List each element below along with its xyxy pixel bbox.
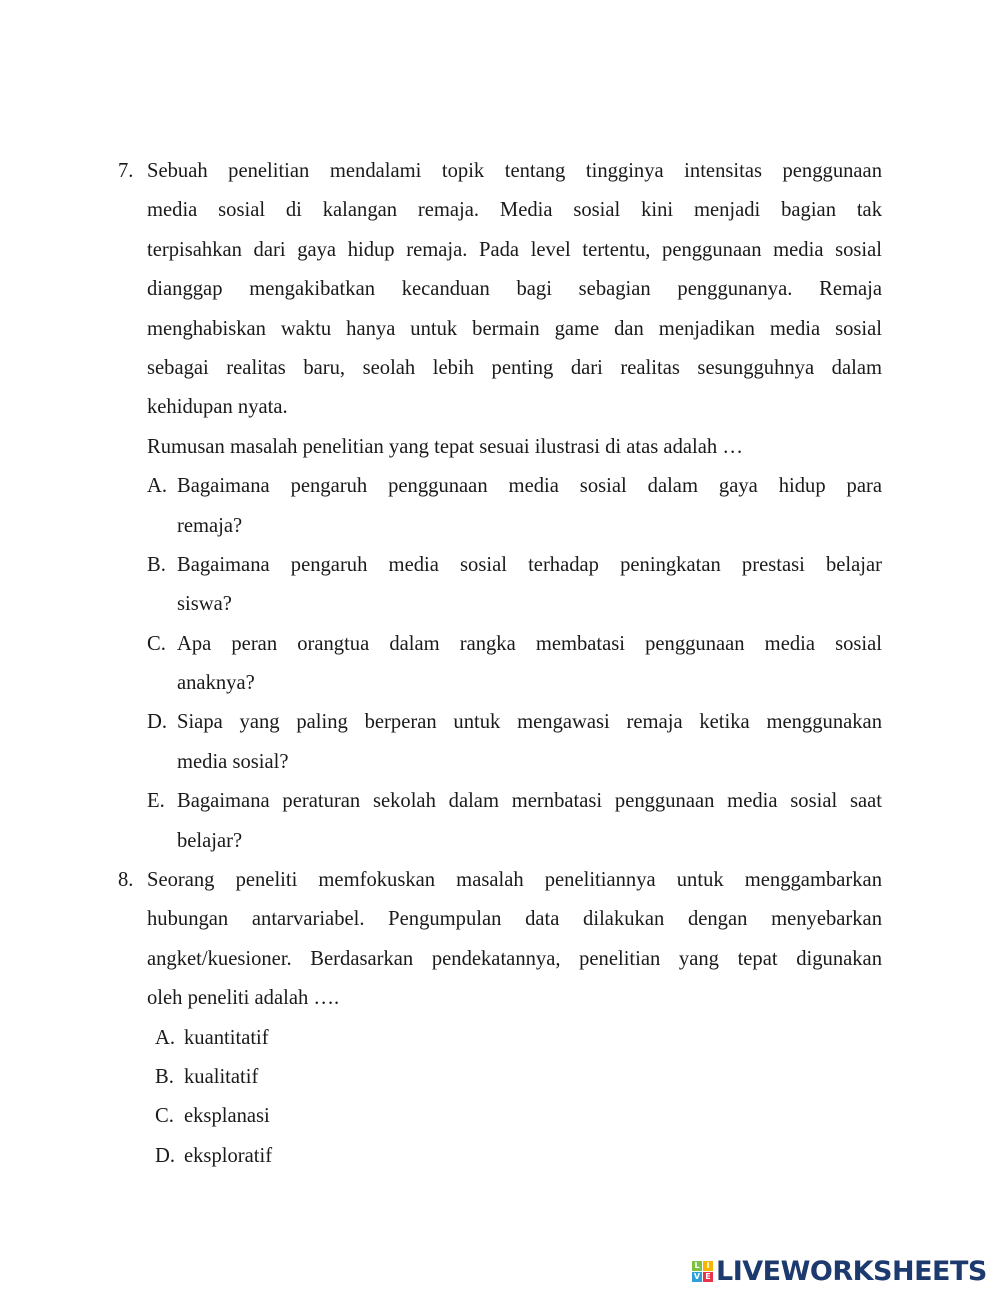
question-text: menghabiskan waktu hanya untuk bermain game dan menjadikan media sosial (147, 317, 882, 340)
option-line (0, 546, 1000, 585)
question-line (0, 861, 1000, 900)
option-letter: D. (155, 1144, 176, 1167)
logo-tile: V (693, 1272, 701, 1281)
option-text: Bagaimana peraturan sekolah dalam mernbatasi penggunaan media sosial saat (177, 790, 882, 813)
question-text: angket/kuesioner. Berdasarkan pendekatannya, penelitian yang tepat digunakan (147, 947, 882, 970)
question-text: Seorang peneliti memfokuskan masalah penelitiannya untuk menggambarkan (147, 869, 882, 892)
question-number: 8. (118, 869, 134, 892)
liveworksheets-logo (692, 1256, 987, 1287)
option-text: eksplanasi (184, 1105, 270, 1128)
answer-option-b (0, 1058, 1000, 1097)
option-line (0, 1019, 1000, 1058)
question-number: 7. (118, 160, 134, 182)
option-text: eksploratif (184, 1144, 273, 1167)
option-text: kuantitatif (184, 1026, 269, 1049)
question-text: oleh peneliti adalah …. (147, 987, 340, 1010)
question-text: Rumusan masalah penelitian yang tepat sesuai ilustrasi di atas adalah … (147, 435, 743, 458)
option-line (0, 664, 1000, 703)
question-line (0, 270, 1000, 309)
option-text: remaja? (177, 514, 243, 537)
option-letter: C. (147, 632, 166, 655)
question-line (0, 231, 1000, 270)
question-text: Sebuah penelitian mendalami topik tentang tingginya intensitas penggunaan (147, 160, 882, 182)
answer-option-e (0, 782, 1000, 861)
logo-tile: E (703, 1272, 713, 1282)
question-text: media sosial di kalangan remaja. Media sosial kini menjadi bagian tak (147, 199, 882, 222)
question-line (0, 310, 1000, 349)
question-7 (0, 152, 1000, 861)
option-letter: C. (155, 1105, 174, 1128)
option-text: Apa peran orangtua dalam rangka membatasi penggunaan media sosial (177, 632, 882, 655)
option-line (0, 1097, 1000, 1136)
question-text: hubungan antarvariabel. Pengumpulan data dilakukan dengan menyebarkan (147, 908, 882, 931)
question-text: sebagai realitas baru, seolah lebih penting dari realitas sesungguhnya dalam (147, 356, 882, 379)
logo-tile: L (692, 1261, 702, 1271)
question-line (0, 349, 1000, 388)
option-line (0, 467, 1000, 506)
option-text: anaknya? (177, 672, 255, 695)
answer-option-d (0, 703, 1000, 782)
answer-option-c (0, 1097, 1000, 1136)
option-text: media sosial? (177, 750, 289, 773)
option-line (0, 743, 1000, 782)
option-text: belajar? (177, 829, 243, 852)
option-line (0, 1137, 1000, 1176)
answer-option-a (0, 1019, 1000, 1058)
option-letter: B. (155, 1065, 174, 1088)
option-line (0, 625, 1000, 664)
question-line (0, 900, 1000, 939)
option-line (0, 703, 1000, 742)
option-text: kualitatif (184, 1065, 259, 1088)
answer-option-c (0, 625, 1000, 704)
question-line (0, 940, 1000, 979)
option-letter: B. (147, 553, 166, 576)
option-letter: E. (147, 790, 165, 813)
option-letter: D. (147, 711, 168, 734)
question-line (0, 388, 1000, 427)
option-line (0, 585, 1000, 624)
option-letter: A. (155, 1026, 176, 1049)
question-text: terpisahkan dari gaya hidup remaja. Pada level tertentu, penggunaan media sosial (147, 238, 882, 261)
logo-tile: I (703, 1261, 713, 1271)
worksheet-document (0, 152, 1000, 1176)
option-line (0, 782, 1000, 821)
option-letter: A. (147, 475, 168, 498)
question-line (0, 979, 1000, 1018)
answer-option-d (0, 1137, 1000, 1176)
question-8 (0, 861, 1000, 1176)
answer-option-b (0, 546, 1000, 625)
logo-text: LIVEWORKSHEETS (716, 1256, 987, 1287)
logo-tiles-icon (692, 1261, 713, 1282)
option-line (0, 507, 1000, 546)
question-text: dianggap mengakibatkan kecanduan bagi sebagian penggunanya. Remaja (147, 278, 882, 301)
answer-option-a (0, 467, 1000, 546)
question-line (0, 428, 1000, 467)
option-text: Bagaimana pengaruh media sosial terhadap peningkatan prestasi belajar (177, 553, 882, 576)
option-text: Bagaimana pengaruh penggunaan media sosial dalam gaya hidup para (177, 475, 882, 498)
question-line (0, 191, 1000, 230)
option-line (0, 822, 1000, 861)
option-text: siswa? (177, 593, 232, 616)
question-text: kehidupan nyata. (147, 396, 288, 419)
option-text: Siapa yang paling berperan untuk mengawasi remaja ketika menggunakan (177, 711, 882, 734)
question-line (0, 152, 1000, 191)
option-line (0, 1058, 1000, 1097)
